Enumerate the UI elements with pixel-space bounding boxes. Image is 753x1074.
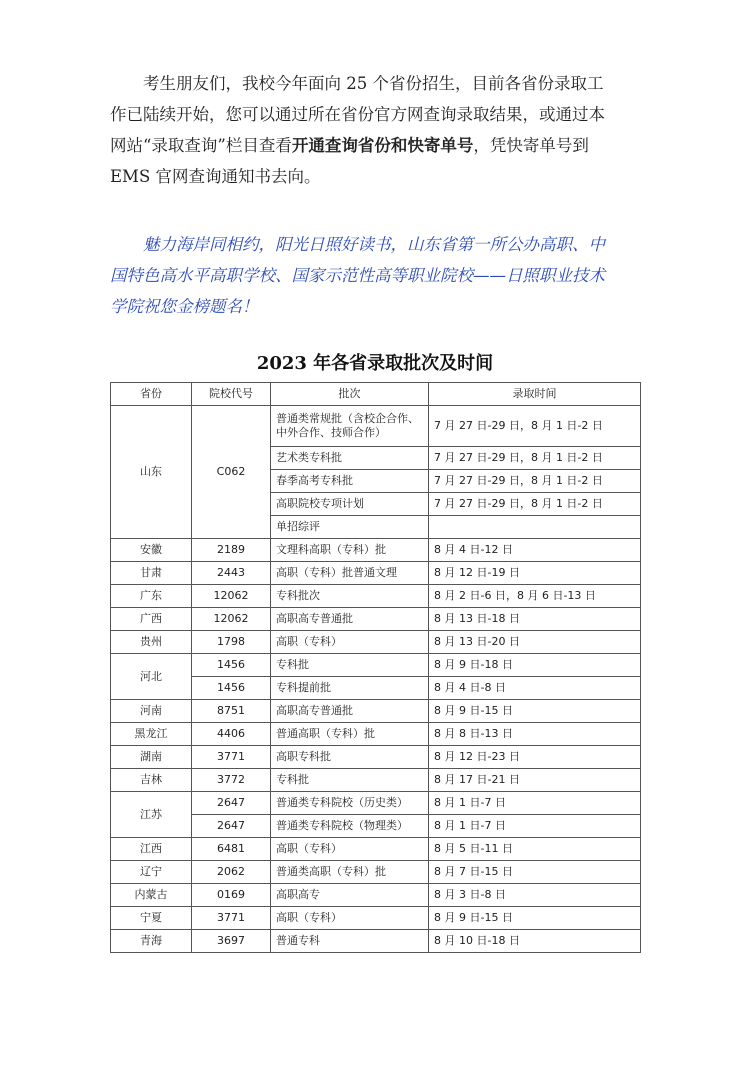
time-cell: 8 月 9 日-18 日 <box>429 654 641 677</box>
header-province: 省份 <box>111 383 192 406</box>
time-cell: 7 月 27 日-29 日，8 月 1 日-2 日 <box>429 406 641 447</box>
slogan-line: 学院祝您金榜题名！ <box>110 297 259 316</box>
table-row <box>111 838 641 861</box>
intro-line: 考生朋友们，我校今年面向 25 个省份招生，目前各省份录取工 <box>143 74 604 93</box>
table-row <box>111 631 641 654</box>
batch-cell: 艺术类专科批 <box>271 447 429 470</box>
code-cell: 2647 <box>192 792 271 815</box>
intro-bold-text: 开通查询省份和快寄单号 <box>291 136 474 155</box>
province-cell: 广西 <box>111 608 192 631</box>
batch-cell: 普通类专科院校（物理类） <box>271 815 429 838</box>
time-cell: 7 月 27 日-29 日，8 月 1 日-2 日 <box>429 447 641 470</box>
code-cell: 3771 <box>192 746 271 769</box>
time-cell: 8 月 12 日-23 日 <box>429 746 641 769</box>
time-cell: 8 月 5 日-11 日 <box>429 838 641 861</box>
code-cell: 3772 <box>192 769 271 792</box>
province-cell: 黑龙江 <box>111 723 192 746</box>
batch-cell: 专科批 <box>271 654 429 677</box>
batch-cell: 高职院校专项计划 <box>271 493 429 516</box>
time-cell: 8 月 17 日-21 日 <box>429 769 641 792</box>
code-cell: 6481 <box>192 838 271 861</box>
code-cell: 0169 <box>192 884 271 907</box>
time-cell: 8 月 4 日-12 日 <box>429 539 641 562</box>
province-cell: 广东 <box>111 585 192 608</box>
time-cell: 8 月 1 日-7 日 <box>429 792 641 815</box>
batch-cell: 高职专科批 <box>271 746 429 769</box>
table-header-row <box>111 383 641 406</box>
code-cell: 2443 <box>192 562 271 585</box>
header-code: 院校代号 <box>192 383 271 406</box>
table-row <box>111 723 641 746</box>
batch-cell: 高职（专科） <box>271 838 429 861</box>
province-cell: 江西 <box>111 838 192 861</box>
time-cell: 8 月 12 日-19 日 <box>429 562 641 585</box>
table-row <box>111 654 641 677</box>
batch-cell: 文理科高职（专科）批 <box>271 539 429 562</box>
batch-cell: 普通类专科院校（历史类） <box>271 792 429 815</box>
batch-cell: 普通类高职（专科）批 <box>271 861 429 884</box>
table-row <box>111 930 641 953</box>
table-row <box>111 907 641 930</box>
slogan-line: 国特色高水平高职学校、国家示范性高等职业院校——日照职业技术 <box>110 266 605 285</box>
intro-line: EMS 官网查询通知书去向。 <box>110 167 321 186</box>
time-cell: 8 月 13 日-20 日 <box>429 631 641 654</box>
table-row <box>111 861 641 884</box>
province-cell: 河北 <box>111 654 192 700</box>
province-cell: 辽宁 <box>111 861 192 884</box>
intro-line: 作已陆续开始，您可以通过所在省份官方网查询录取结果，或通过本 <box>110 105 605 124</box>
batch-cell: 高职高专 <box>271 884 429 907</box>
code-cell: 3697 <box>192 930 271 953</box>
batch-cell: 高职（专科）批普通文理 <box>271 562 429 585</box>
time-cell: 8 月 7 日-15 日 <box>429 861 641 884</box>
time-cell: 8 月 3 日-8 日 <box>429 884 641 907</box>
code-cell: 8751 <box>192 700 271 723</box>
slogan-line: 魅力海岸同相约，阳光日照好读书，山东省第一所公办高职、中 <box>143 235 605 254</box>
province-cell: 宁夏 <box>111 907 192 930</box>
province-cell: 吉林 <box>111 769 192 792</box>
header-time: 录取时间 <box>429 383 641 406</box>
time-cell: 8 月 13 日-18 日 <box>429 608 641 631</box>
batch-cell: 高职（专科） <box>271 631 429 654</box>
intro-text: ，凭快寄单号到 <box>473 136 589 155</box>
batch-cell: 高职高专普通批 <box>271 700 429 723</box>
table-row <box>111 769 641 792</box>
batch-cell: 专科提前批 <box>271 677 429 700</box>
time-cell: 8 月 9 日-15 日 <box>429 700 641 723</box>
header-batch: 批次 <box>271 383 429 406</box>
time-cell: 8 月 10 日-18 日 <box>429 930 641 953</box>
code-cell: 2647 <box>192 815 271 838</box>
batch-cell: 专科批次 <box>271 585 429 608</box>
code-cell: 12062 <box>192 608 271 631</box>
batch-cell: 单招综评 <box>271 516 429 539</box>
province-cell: 贵州 <box>111 631 192 654</box>
time-cell: 7 月 27 日-29 日，8 月 1 日-2 日 <box>429 493 641 516</box>
code-cell: 12062 <box>192 585 271 608</box>
batch-cell: 春季高考专科批 <box>271 470 429 493</box>
table-row <box>111 608 641 631</box>
table-row <box>111 585 641 608</box>
province-cell: 湖南 <box>111 746 192 769</box>
province-cell: 安徽 <box>111 539 192 562</box>
batch-cell: 普通类常规批（含校企合作、中外合作、技师合作） <box>271 406 429 447</box>
time-cell: 8 月 8 日-13 日 <box>429 723 641 746</box>
batch-cell: 专科批 <box>271 769 429 792</box>
batch-cell: 高职高专普通批 <box>271 608 429 631</box>
batch-cell: 高职（专科） <box>271 907 429 930</box>
province-cell: 青海 <box>111 930 192 953</box>
table-row <box>111 406 641 447</box>
code-cell: 2062 <box>192 861 271 884</box>
table-row <box>111 700 641 723</box>
code-cell: 1456 <box>192 654 271 677</box>
code-cell: 1798 <box>192 631 271 654</box>
batch-cell: 普通专科 <box>271 930 429 953</box>
time-cell: 8 月 2 日-6 日，8 月 6 日-13 日 <box>429 585 641 608</box>
code-cell: 3771 <box>192 907 271 930</box>
table-title: 2023 年各省录取批次及时间 <box>256 353 494 374</box>
table-row <box>111 792 641 815</box>
code-cell: 4406 <box>192 723 271 746</box>
table-row <box>111 539 641 562</box>
intro-paragraph <box>110 68 642 192</box>
province-cell: 内蒙古 <box>111 884 192 907</box>
code-cell: 2189 <box>192 539 271 562</box>
intro-line <box>110 130 642 161</box>
province-cell: 山东 <box>111 406 192 539</box>
time-cell: 7 月 27 日-29 日，8 月 1 日-2 日 <box>429 470 641 493</box>
time-cell <box>429 516 641 539</box>
table-row <box>111 746 641 769</box>
province-cell: 江苏 <box>111 792 192 838</box>
province-cell: 甘肃 <box>111 562 192 585</box>
intro-text: 网站“录取查询”栏目查看 <box>110 136 292 155</box>
table-row <box>111 884 641 907</box>
province-cell: 河南 <box>111 700 192 723</box>
admission-table <box>110 382 641 953</box>
time-cell: 8 月 9 日-15 日 <box>429 907 641 930</box>
time-cell: 8 月 4 日-8 日 <box>429 677 641 700</box>
code-cell: 1456 <box>192 677 271 700</box>
batch-cell: 普通高职（专科）批 <box>271 723 429 746</box>
table-row <box>111 562 641 585</box>
code-cell: C062 <box>192 406 271 539</box>
time-cell: 8 月 1 日-7 日 <box>429 815 641 838</box>
slogan-paragraph <box>110 229 642 322</box>
